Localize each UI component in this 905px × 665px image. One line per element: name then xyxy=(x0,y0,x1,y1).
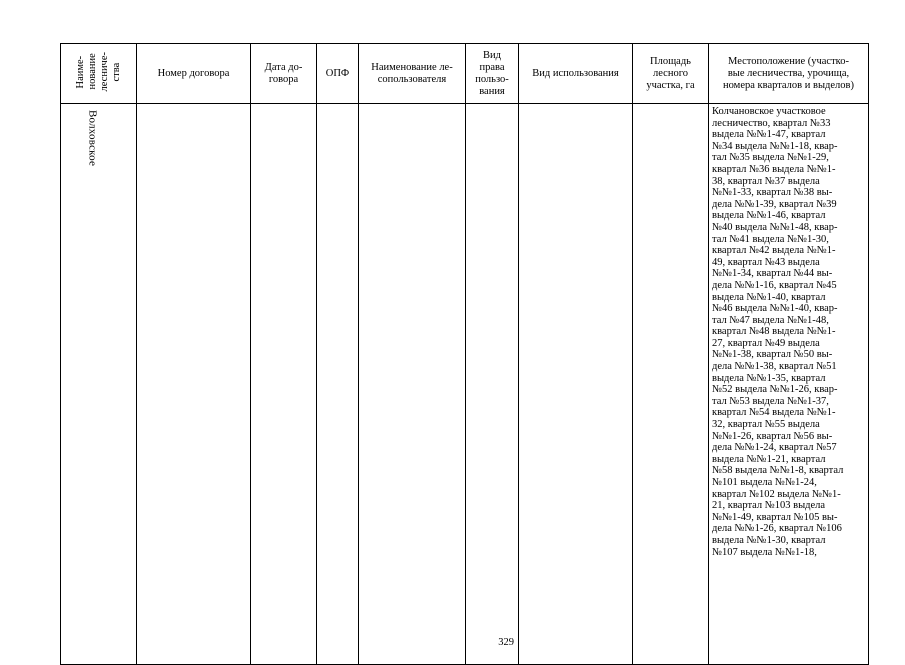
header-use-type: Вид использования xyxy=(519,44,633,104)
header-user-name-label: Наименование ле- сопользователя xyxy=(371,61,453,85)
header-row xyxy=(61,44,869,104)
header-contract-date xyxy=(251,44,317,104)
page-number: 329 xyxy=(498,637,514,648)
cell-forestry xyxy=(61,104,137,665)
cell-location xyxy=(709,104,869,665)
header-opf: ОПФ xyxy=(317,44,359,104)
forestry-name: Волховское xyxy=(86,110,99,167)
cell-user-name xyxy=(359,104,466,665)
header-right-type xyxy=(466,44,519,104)
register-table xyxy=(60,43,869,665)
header-forestry-label: Наиме- нование лесниче- ства xyxy=(74,51,122,92)
header-forestry xyxy=(61,44,137,104)
cell-right-type xyxy=(466,104,519,665)
header-location-label: Местоположение (участко- вые лесничества, урочища, номера кварталов и выделов) xyxy=(723,55,854,91)
location-text: Колчановское участковое лесничество, квартал №33 выдела №№1-47, квартал №34 выдела №№1-18, квар- тал №35 выдела №№1-29, квартал №36 выдела №№1- 38, квартал №37 выдела №№1-33, квартал №38 вы- дела №№1-39, квартал №39 выдела №№1-46, квартал №40 выдела №№1-48, квар- тал №41 выдела №№1-30, квартал №42 выдела №№1- 49, квартал №43 выдела №№1-34, квартал №44 вы- дела №№1-16, квартал №45 выдела №№1-40, квартал №46 выдела №№1-40, квар- тал №47 выдела №№1-48, квартал №48 выдела №№1- 27, квартал №49 выдела №№1-38, квартал №50 вы- дела №№1-38, квартал №51 выдела №№1-35, квартал №52 выдела №№1-26, квар- тал №53 выдела №№1-37, квартал №54 выдела №№1- 32, квартал №55 выдела №№1-26, квартал №56 вы- дела №№1-24, квартал №57 выдела №№1-21, квартал №58 выдела №№1-8, квартал №101 выдела №№1-24, квартал №102 выдела №№1- 21, квартал №103 выдела №№1-49, квартал №105 вы- дела №№1-26, квартал №106 выдела №№1-30, квартал №107 выдела №№1-18, xyxy=(712,106,844,558)
header-contract-number: Номер договора xyxy=(137,44,251,104)
table-row xyxy=(61,104,869,665)
header-area xyxy=(633,44,709,104)
header-right-type-label: Вид права пользо- вания xyxy=(475,49,509,97)
cell-area xyxy=(633,104,709,665)
cell-contract-number xyxy=(137,104,251,665)
header-user-name xyxy=(359,44,466,104)
cell-opf xyxy=(317,104,359,665)
header-area-label: Площадь лесного участка, га xyxy=(646,55,695,91)
cell-contract-date xyxy=(251,104,317,665)
header-location xyxy=(709,44,869,104)
cell-use-type xyxy=(519,104,633,665)
header-contract-date-label: Дата до- говора xyxy=(264,61,303,85)
